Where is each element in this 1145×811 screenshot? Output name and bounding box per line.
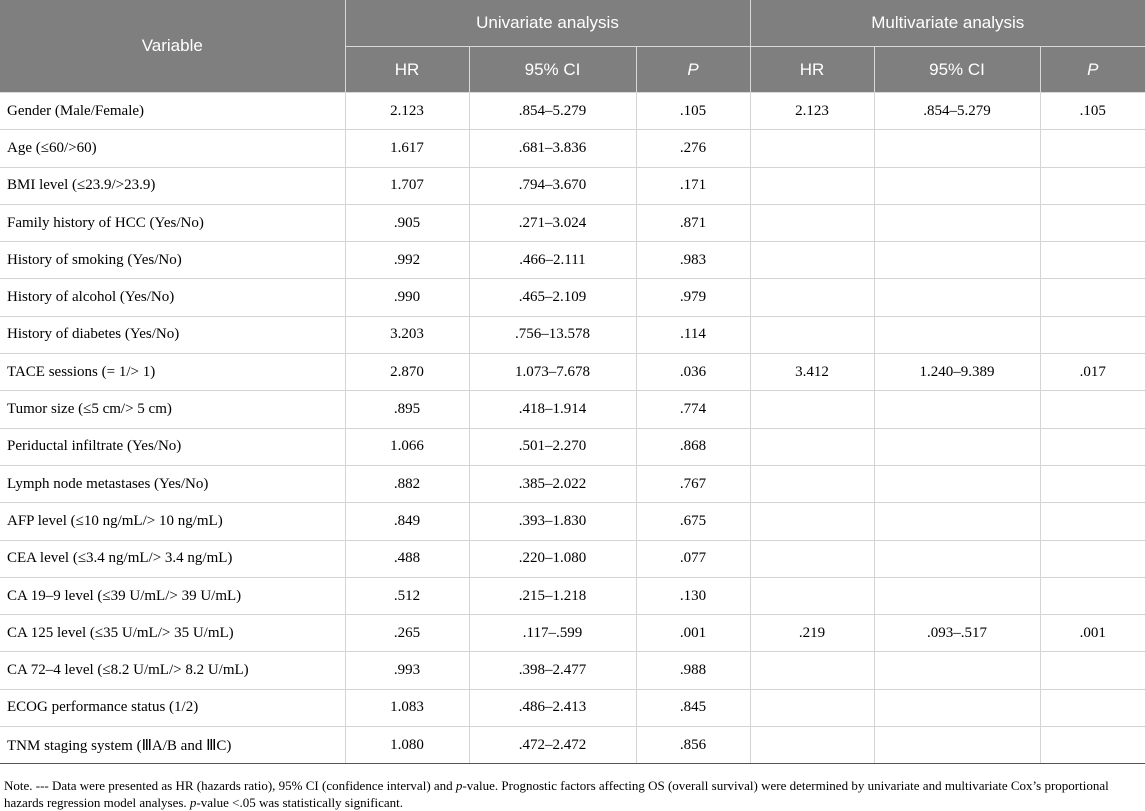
cell-multivariate-p <box>1040 465 1145 502</box>
cell-variable: Age (≤60/>60) <box>0 130 345 167</box>
cell-multivariate-hr <box>750 727 874 764</box>
cell-univariate-p: .767 <box>636 465 750 502</box>
cell-multivariate-hr: .219 <box>750 615 874 652</box>
cell-multivariate-hr <box>750 204 874 241</box>
cell-multivariate-ci: 1.240–9.389 <box>874 354 1040 391</box>
cell-variable: TACE sessions (= 1/> 1) <box>0 354 345 391</box>
cell-multivariate-hr <box>750 391 874 428</box>
cell-multivariate-hr <box>750 316 874 353</box>
cell-univariate-p: .871 <box>636 204 750 241</box>
cell-univariate-ci: .271–3.024 <box>469 204 636 241</box>
cell-multivariate-ci <box>874 428 1040 465</box>
header-univariate-p: P <box>636 47 750 93</box>
cell-multivariate-p <box>1040 503 1145 540</box>
cell-multivariate-p <box>1040 540 1145 577</box>
cell-variable: Periductal infiltrate (Yes/No) <box>0 428 345 465</box>
header-univariate-hr: HR <box>345 47 469 93</box>
cell-variable: AFP level (≤10 ng/mL/> 10 ng/mL) <box>0 503 345 540</box>
cell-univariate-ci: .393–1.830 <box>469 503 636 540</box>
cell-univariate-ci: 1.073–7.678 <box>469 354 636 391</box>
cell-univariate-ci: .854–5.279 <box>469 93 636 130</box>
cell-univariate-p: .868 <box>636 428 750 465</box>
note-p-term: p <box>455 778 463 793</box>
cell-multivariate-p <box>1040 316 1145 353</box>
cell-univariate-ci: .220–1.080 <box>469 540 636 577</box>
note-prefix: Note. --- Data were presented as HR (hazards ratio), 95% CI (confidence interval) and <box>4 778 456 793</box>
cell-variable: Gender (Male/Female) <box>0 93 345 130</box>
cell-multivariate-p <box>1040 428 1145 465</box>
cell-multivariate-ci <box>874 727 1040 764</box>
cell-univariate-hr: .849 <box>345 503 469 540</box>
cell-variable: CA 19–9 level (≤39 U/mL/> 39 U/mL) <box>0 577 345 614</box>
cell-multivariate-p <box>1040 689 1145 726</box>
cell-univariate-hr: 1.083 <box>345 689 469 726</box>
cell-multivariate-ci <box>874 577 1040 614</box>
cell-univariate-p: .077 <box>636 540 750 577</box>
cell-univariate-hr: .882 <box>345 465 469 502</box>
table-row <box>0 727 1145 764</box>
table-row <box>0 577 1145 614</box>
cell-univariate-p: .774 <box>636 391 750 428</box>
cell-multivariate-p <box>1040 167 1145 204</box>
cell-multivariate-p <box>1040 391 1145 428</box>
table-row <box>0 167 1145 204</box>
cell-univariate-hr: .512 <box>345 577 469 614</box>
table-row <box>0 242 1145 279</box>
cell-univariate-hr: 2.123 <box>345 93 469 130</box>
table-row <box>0 130 1145 167</box>
cell-univariate-hr: .990 <box>345 279 469 316</box>
cell-multivariate-hr <box>750 167 874 204</box>
cell-univariate-ci: .117–.599 <box>469 615 636 652</box>
cell-variable: CA 125 level (≤35 U/mL/> 35 U/mL) <box>0 615 345 652</box>
cell-multivariate-hr <box>750 540 874 577</box>
cell-univariate-p: .983 <box>636 242 750 279</box>
cell-univariate-ci: .681–3.836 <box>469 130 636 167</box>
note-middle: -value. Prognostic factors affecting OS (overall survival) were determined by univariate and multivariate Cox’s proportional hazards regression model analyses. <box>4 778 1109 810</box>
cell-multivariate-hr <box>750 465 874 502</box>
cell-variable: History of alcohol (Yes/No) <box>0 279 345 316</box>
cell-multivariate-ci <box>874 689 1040 726</box>
cell-univariate-ci: .756–13.578 <box>469 316 636 353</box>
header-multivariate-hr: HR <box>750 47 874 93</box>
cell-univariate-p: .276 <box>636 130 750 167</box>
cell-multivariate-p: .105 <box>1040 93 1145 130</box>
cell-variable: ECOG performance status (1/2) <box>0 689 345 726</box>
cell-multivariate-ci <box>874 242 1040 279</box>
cell-variable: Lymph node metastases (Yes/No) <box>0 465 345 502</box>
cell-univariate-p: .171 <box>636 167 750 204</box>
cell-variable: TNM staging system (ⅢA/B and ⅢC) <box>0 727 345 764</box>
cell-multivariate-ci <box>874 540 1040 577</box>
cell-multivariate-ci <box>874 279 1040 316</box>
cell-multivariate-hr: 2.123 <box>750 93 874 130</box>
cell-univariate-ci: .385–2.022 <box>469 465 636 502</box>
cell-univariate-hr: 1.707 <box>345 167 469 204</box>
cell-univariate-ci: .215–1.218 <box>469 577 636 614</box>
cell-variable: CA 72–4 level (≤8.2 U/mL/> 8.2 U/mL) <box>0 652 345 689</box>
table-note <box>4 777 1142 811</box>
cell-variable: BMI level (≤23.9/>23.9) <box>0 167 345 204</box>
cell-univariate-hr: .895 <box>345 391 469 428</box>
cell-multivariate-hr <box>750 503 874 540</box>
cell-multivariate-ci: .854–5.279 <box>874 93 1040 130</box>
cell-multivariate-p <box>1040 652 1145 689</box>
cell-univariate-hr: .905 <box>345 204 469 241</box>
cell-univariate-ci: .418–1.914 <box>469 391 636 428</box>
table-row <box>0 689 1145 726</box>
table-body <box>0 93 1145 764</box>
cell-multivariate-ci <box>874 391 1040 428</box>
cell-univariate-ci: .398–2.477 <box>469 652 636 689</box>
table-row <box>0 391 1145 428</box>
table-row <box>0 465 1145 502</box>
cell-univariate-hr: .992 <box>345 242 469 279</box>
cell-multivariate-hr <box>750 577 874 614</box>
cell-multivariate-ci: .093–.517 <box>874 615 1040 652</box>
cell-multivariate-ci <box>874 652 1040 689</box>
cell-univariate-p: .036 <box>636 354 750 391</box>
cell-variable: History of smoking (Yes/No) <box>0 242 345 279</box>
cell-univariate-p: .856 <box>636 727 750 764</box>
table-row <box>0 428 1145 465</box>
table-row <box>0 204 1145 241</box>
cell-multivariate-hr <box>750 130 874 167</box>
cell-univariate-hr: 1.066 <box>345 428 469 465</box>
table-row <box>0 279 1145 316</box>
cell-multivariate-p <box>1040 204 1145 241</box>
header-multivariate-ci: 95% CI <box>874 47 1040 93</box>
cell-univariate-p: .130 <box>636 577 750 614</box>
header-univariate-ci: 95% CI <box>469 47 636 93</box>
cell-multivariate-ci <box>874 465 1040 502</box>
cell-univariate-hr: .993 <box>345 652 469 689</box>
cell-variable: Family history of HCC (Yes/No) <box>0 204 345 241</box>
cell-univariate-ci: .466–2.111 <box>469 242 636 279</box>
cell-multivariate-p: .017 <box>1040 354 1145 391</box>
table-row <box>0 503 1145 540</box>
cell-univariate-p: .001 <box>636 615 750 652</box>
cell-multivariate-hr <box>750 652 874 689</box>
cell-multivariate-hr: 3.412 <box>750 354 874 391</box>
cell-univariate-ci: .486–2.413 <box>469 689 636 726</box>
cell-univariate-ci: .472–2.472 <box>469 727 636 764</box>
table-row <box>0 652 1145 689</box>
table-row <box>0 93 1145 130</box>
cell-multivariate-ci <box>874 503 1040 540</box>
cell-multivariate-p: .001 <box>1040 615 1145 652</box>
table-header <box>0 0 1145 93</box>
cell-variable: CEA level (≤3.4 ng/mL/> 3.4 ng/mL) <box>0 540 345 577</box>
cell-univariate-hr: 1.617 <box>345 130 469 167</box>
cell-univariate-hr: 1.080 <box>345 727 469 764</box>
cell-univariate-p: .845 <box>636 689 750 726</box>
cell-multivariate-p <box>1040 130 1145 167</box>
header-variable: Variable <box>0 0 345 93</box>
table-row <box>0 615 1145 652</box>
cell-univariate-hr: .265 <box>345 615 469 652</box>
note-suffix: -value <.05 was statistically significant. <box>196 795 404 810</box>
cell-univariate-ci: .794–3.670 <box>469 167 636 204</box>
header-multivariate: Multivariate analysis <box>750 0 1145 47</box>
header-multivariate-p: P <box>1040 47 1145 93</box>
cell-multivariate-hr <box>750 242 874 279</box>
cell-univariate-hr: 2.870 <box>345 354 469 391</box>
cell-multivariate-p <box>1040 279 1145 316</box>
note-p-term-2: p <box>189 795 197 810</box>
cell-multivariate-ci <box>874 130 1040 167</box>
cell-multivariate-hr <box>750 689 874 726</box>
cell-univariate-hr: 3.203 <box>345 316 469 353</box>
cell-variable: History of diabetes (Yes/No) <box>0 316 345 353</box>
cell-multivariate-p <box>1040 242 1145 279</box>
cell-univariate-p: .979 <box>636 279 750 316</box>
cell-variable: Tumor size (≤5 cm/> 5 cm) <box>0 391 345 428</box>
cell-univariate-ci: .465–2.109 <box>469 279 636 316</box>
cell-multivariate-ci <box>874 204 1040 241</box>
cell-multivariate-hr <box>750 428 874 465</box>
table-row <box>0 316 1145 353</box>
table-row <box>0 540 1145 577</box>
cell-multivariate-p <box>1040 727 1145 764</box>
cell-univariate-p: .114 <box>636 316 750 353</box>
cell-univariate-p: .988 <box>636 652 750 689</box>
cell-multivariate-p <box>1040 577 1145 614</box>
cell-univariate-p: .675 <box>636 503 750 540</box>
header-univariate: Univariate analysis <box>345 0 750 47</box>
cell-multivariate-ci <box>874 167 1040 204</box>
cell-multivariate-ci <box>874 316 1040 353</box>
cell-univariate-ci: .501–2.270 <box>469 428 636 465</box>
cell-univariate-p: .105 <box>636 93 750 130</box>
cell-univariate-hr: .488 <box>345 540 469 577</box>
table-row <box>0 354 1145 391</box>
cell-multivariate-hr <box>750 279 874 316</box>
